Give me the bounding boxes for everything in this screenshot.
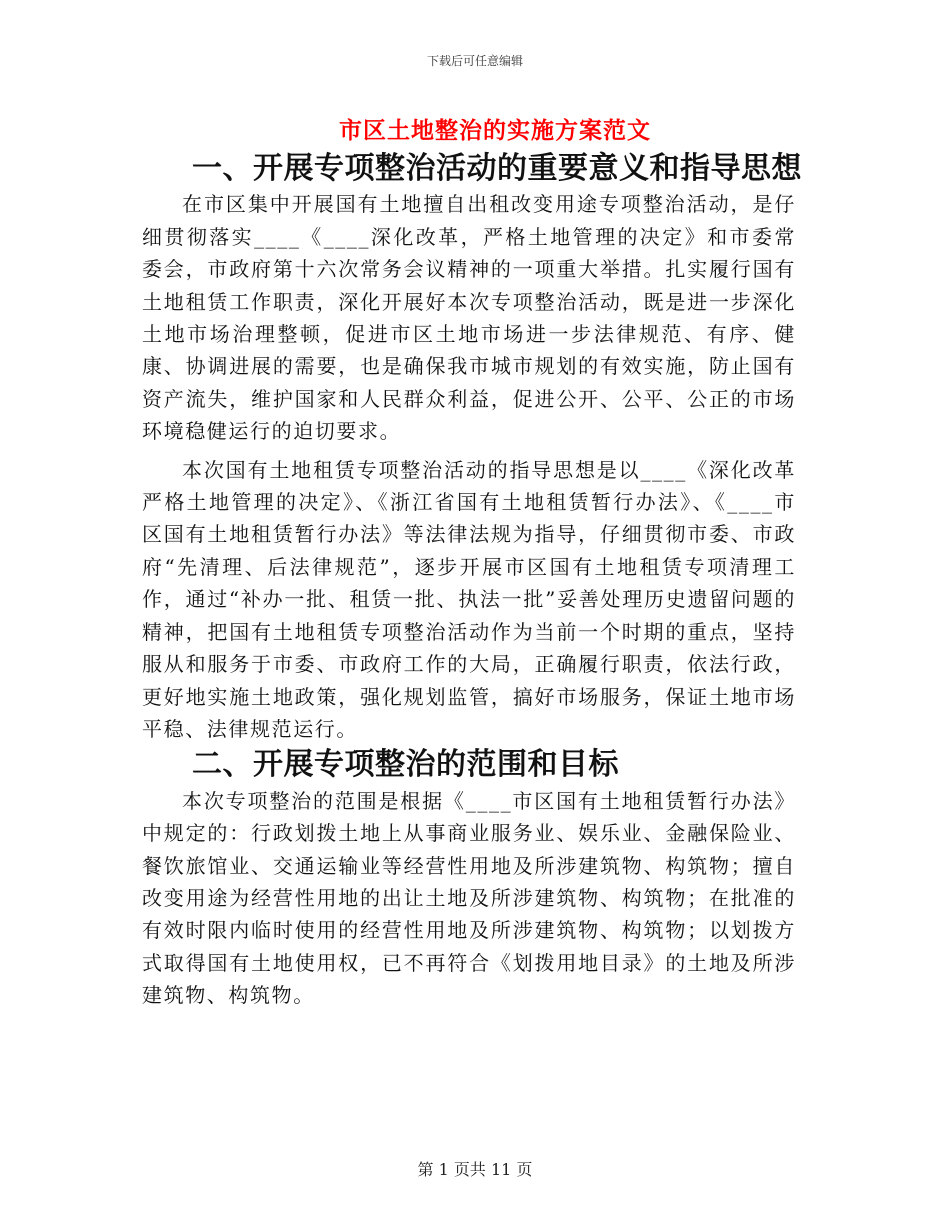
document-title: 市区土地整治的实施方案范文 bbox=[339, 117, 651, 144]
document-body bbox=[142, 151, 802, 1012]
page-number: 第 1 页共 11 页 bbox=[417, 1160, 533, 1179]
section-2-heading: 二、开展专项整治的范围和目标 bbox=[192, 747, 619, 783]
section-1-heading: 一、开展专项整治活动的重要意义和指导思想 bbox=[192, 151, 802, 186]
page-header-note: 下载后可任意编辑 bbox=[426, 54, 523, 68]
section-1-paragraph-1: 在市区集中开展国有土地擅自出租改变用途专项整治活动，是仔细贯彻落实____《____深化改革，严格土地管理的决定》和市委常委会，市政府第十六次常务会议精神的一项重大举措。扎实履行国有土地租赁工作职责，深化开展好本次专项整治活动，既是进一步深化土地市场治理整顿，促进市区土地市场进一步法律规范、有序、健康、协调进展的需要，也是确保我市城市规划的有效实施，防止国有资产流失，维护国家和人民群众利益，促进公开、公平、公正的市场环境稳健运行的迫切要求。 bbox=[142, 192, 796, 444]
section-1-paragraph-2: 本次国有土地租赁专项整治活动的指导思想是以____《深化改革严格土地管理的决定》、《浙江省国有土地租赁暂行办法》、《____市区国有土地租赁暂行办法》等法律法规为指导，仔细贯彻市委、市政府“先清理、后法律规范”，逐步开展市区国有土地租赁专项清理工作，通过“补办一批、租赁一批、执法一批”妥善处理历史遗留问题的精神，把国有土地租赁专项整治活动作为当前一个时期的重点，坚持服从和服务于市委、市政府工作的大局，正确履行职责，依法行政，更好地实施土地政策，强化规划监管，搞好市场服务，保证土地市场平稳、法律规范运行。 bbox=[142, 457, 796, 741]
section-2-paragraph-1: 本次专项整治的范围是根据《____市区国有土地租赁暂行办法》中规定的：行政划拨土地上从事商业服务业、娱乐业、金融保险业、餐饮旅馆业、交通运输业等经营性用地及所涉建筑物、构筑物；擅自改变用途为经营性用地的出让土地及所涉建筑物、构筑物；在批准的有效时限内临时使用的经营性用地及所涉建筑物、构筑物；以划拨方式取得国有土地使用权，已不再符合《划拨用地目录》的土地及所涉建筑物、构筑物。 bbox=[142, 788, 796, 1008]
